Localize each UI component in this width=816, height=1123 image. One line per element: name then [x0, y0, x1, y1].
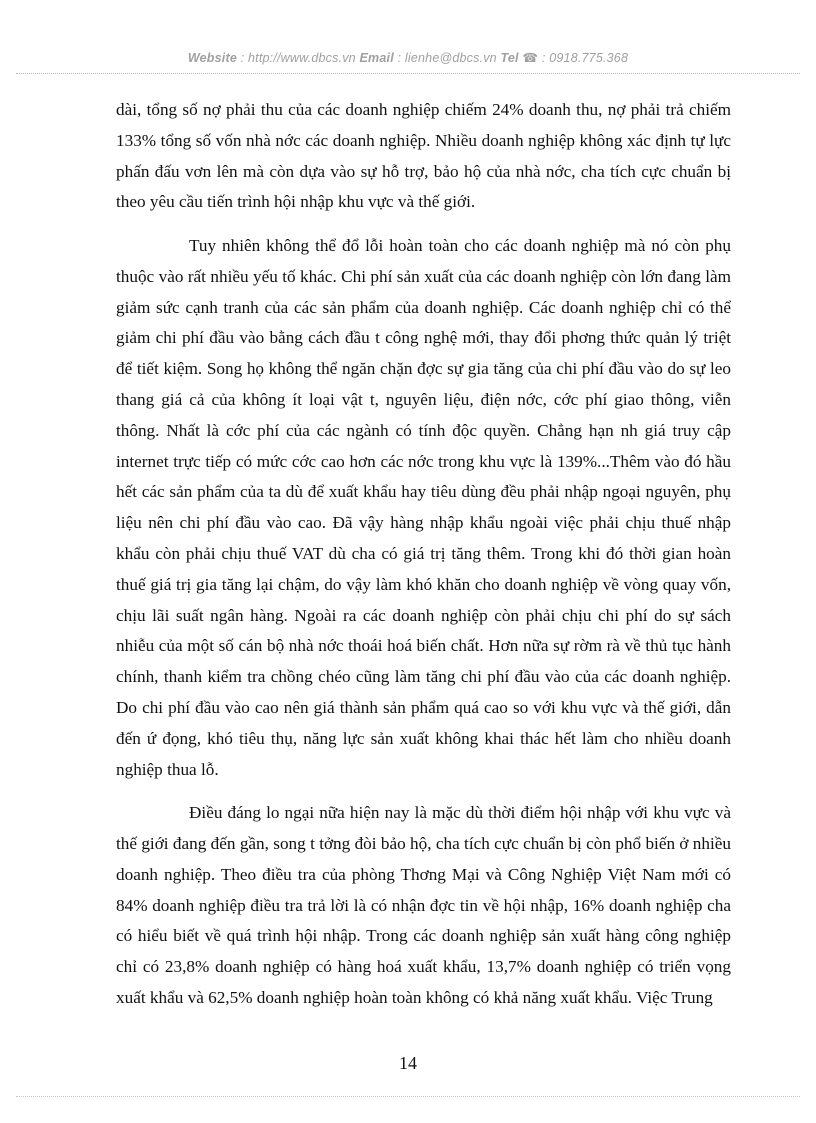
- email-address[interactable]: lienhe@dbcs.vn: [404, 51, 497, 65]
- paragraph-integration: Điều đáng lo ngại nữa hiện nay là mặc dù thời điểm hội nhập với khu vực và thế giới đang đến gần, song t tởng đòi bảo hộ, cha tích cực chuẩn bị còn phổ biến ở nhiều doanh nghiệp. Theo điều tra của phòng Thơng Mại và Công Nghiệp Việt Nam mới có 84% doanh nghiệp điều tra trả lời là có nhận đợc tin về hội nhập, 16% doanh nghiệp cha có hiểu biết về quá trình hội nhập. Trong các doanh nghiệp sản xuất hàng công nghiệp chỉ có 23,8% doanh nghiệp có hàng hoá xuất khẩu, 13,7% doanh nghiệp có triển vọng xuất khẩu và 62,5% doanh nghiệp hoàn toàn không có khả năng xuất khẩu. Việc Trung: [116, 803, 731, 1007]
- footer-divider: [16, 1096, 800, 1097]
- body-text: [116, 95, 731, 1027]
- email-separator: :: [393, 51, 405, 65]
- page-header: [0, 50, 816, 65]
- tel-label: Tel: [500, 51, 519, 65]
- page-number: 14: [399, 1053, 417, 1073]
- tel-separator: :: [538, 51, 550, 65]
- header-divider: [16, 73, 800, 74]
- phone-icon: ☎: [522, 51, 539, 65]
- paragraph-costs: Tuy nhiên không thể đổ lỗi hoàn toàn cho các doanh nghiệp mà nó còn phụ thuộc vào rất nhiều yếu tố khác. Chi phí sản xuất của các doanh nghiệp còn lớn đang làm giảm sức cạnh tranh của các sản phẩm của doanh nghiệp. Các doanh nghiệp chỉ có thể giảm chi phí đầu vào bằng cách đầu t công nghệ mới, thay đổi phơng thức quản lý triệt để tiết kiệm. Song họ không thể ngăn chặn đợc sự gia tăng của chi phí đầu vào do sự leo thang giá cả của không ít loại vật t, nguyên liệu, điện nớc, cớc phí giao thông, viễn thông. Nhất là cớc phí của các ngành có tính độc quyền. Chẳng hạn nh giá truy cập internet trực tiếp có mức cớc cao hơn các nớc trong khu vực là 139%...Thêm vào đó hầu hết các sản phẩm của ta dù để xuất khẩu hay tiêu dùng đều phải nhập ngoại nguyên, phụ liệu nên chi phí đầu vào cao. Đã vậy hàng nhập khẩu ngoài việc phải chịu thuế nhập khẩu còn phải chịu thuế VAT dù cha có giá trị tăng thêm. Trong khi đó thời gian hoàn thuế giá trị gia tăng lại chậm, do vậy làm khó khăn cho doanh nghiệp về vòng quay vốn, chịu lãi suất ngân hàng. Ngoài ra các doanh nghiệp còn phải chịu chi phí do sự sách nhiễu của một số cán bộ nhà nớc thoái hoá biến chất. Hơn nữa sự rờm rà về thủ tục hành chính, thanh kiểm tra chồng chéo cũng làm tăng chi phí đầu vào của các doanh nghiệp. Do chi phí đầu vào cao nên giá thành sản phẩm quá cao so với khu vực và thế giới, dẫn đến ứ đọng, khó tiêu thụ, năng lực sản xuất không khai thác hết làm cho nhiều doanh nghiệp thua lỗ.: [116, 235, 731, 779]
- paragraph-continued: dài, tổng số nợ phải thu của các doanh nghiệp chiếm 24% doanh thu, nợ phải trả chiếm 133% tổng số vốn nhà nớc các doanh nghiệp. Nhiều doanh nghiệp không xác định tự lực phấn đấu vơn lên mà còn dựa vào sự hỗ trợ, bảo hộ của nhà nớc, cha tích cực chuẩn bị theo yêu cầu tiến trình hội nhập khu vực và thế giới.: [116, 100, 731, 212]
- email-label: Email: [359, 51, 394, 65]
- website-url[interactable]: http://www.dbcs.vn: [248, 51, 356, 65]
- website-separator: :: [236, 51, 249, 65]
- website-label: Website: [187, 51, 237, 65]
- phone-number: 0918.775.368: [549, 51, 629, 65]
